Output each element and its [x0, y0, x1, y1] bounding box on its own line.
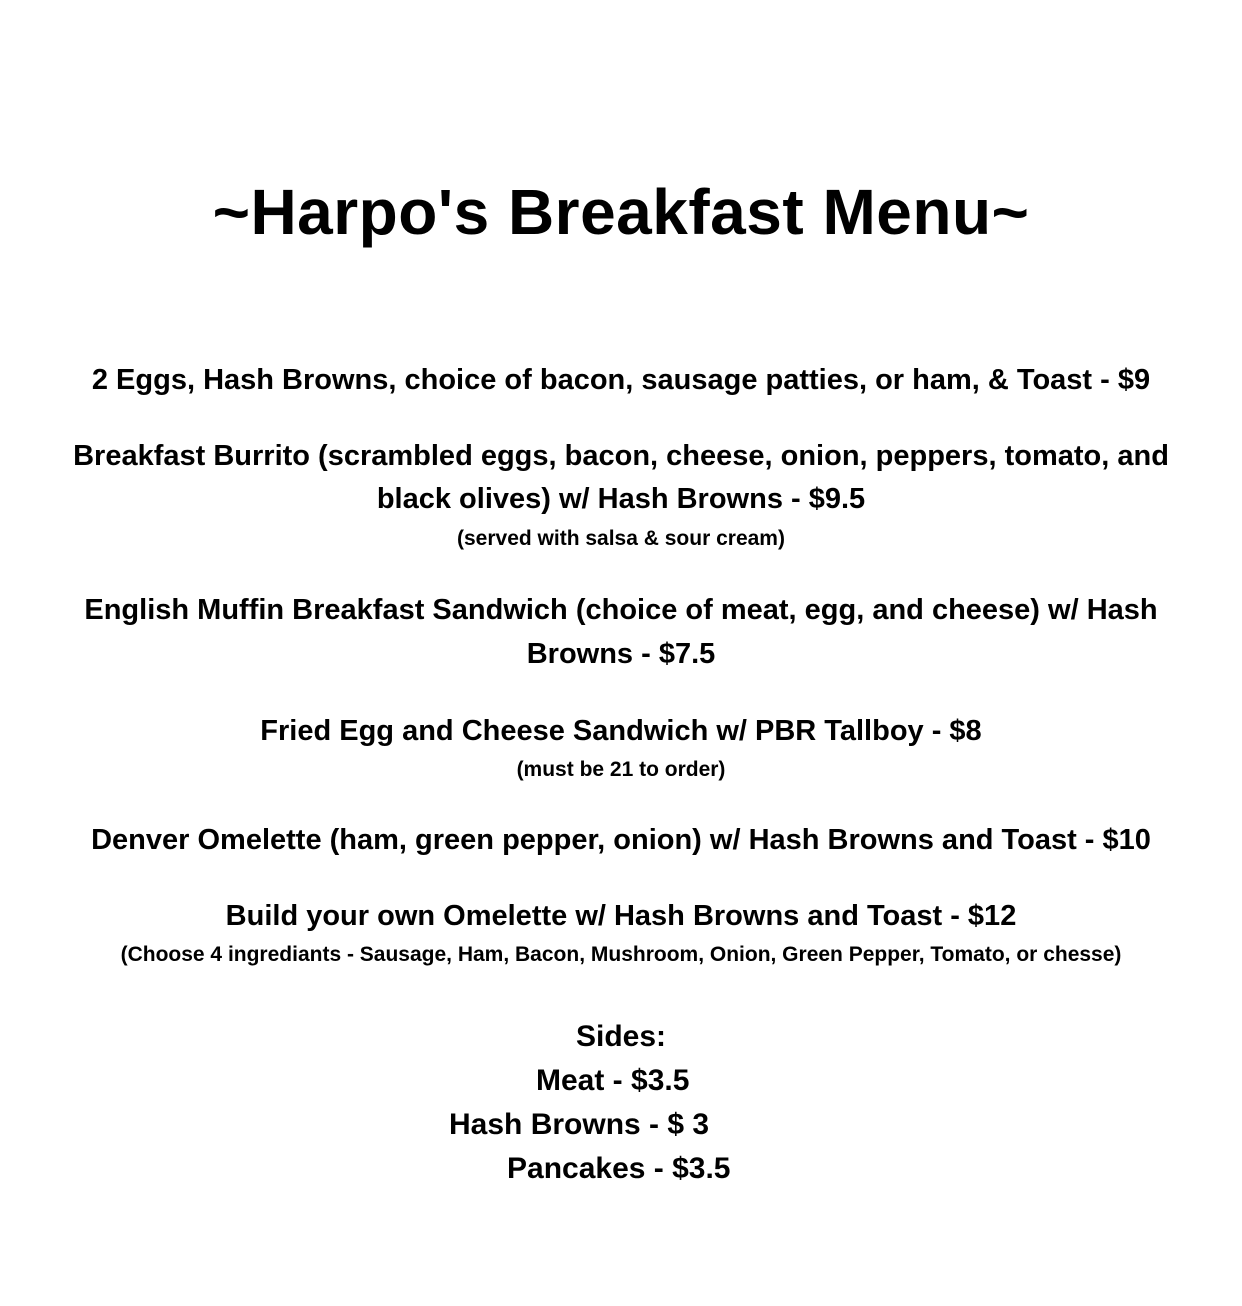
side-item-hash-browns: Hash Browns - $ 3: [449, 1108, 710, 1141]
menu-item-burrito-note: (served with salsa & sour cream): [457, 527, 785, 550]
menu-item-fried-egg-line-1: Fried Egg and Cheese Sandwich w/ PBR Tallboy - $8: [260, 715, 982, 747]
menu-item-muffin-line-2: Browns - $7.5: [526, 638, 716, 670]
side-item-meat: Meat - $3.5: [536, 1064, 690, 1097]
menu-item-eggs-line-1: 2 Eggs, Hash Browns, choice of bacon, sausage patties, or ham, & Toast - $9: [91, 364, 1151, 396]
menu-item-muffin-line-1: English Muffin Breakfast Sandwich (choice of meat, egg, and cheese) w/ Hash: [84, 594, 1158, 626]
menu-title: ~Harpo's Breakfast Menu~: [212, 176, 1030, 248]
menu-item-fried-egg-note: (must be 21 to order): [516, 758, 726, 781]
menu-item-burrito-line-1: Breakfast Burrito (scrambled eggs, bacon, cheese, onion, peppers, tomato, and: [73, 440, 1169, 472]
menu-item-build-omelette-note: (Choose 4 ingrediants - Sausage, Ham, Bacon, Mushroom, Onion, Green Pepper, Tomato, or chesse): [120, 943, 1122, 966]
side-item-pancakes: Pancakes - $3.5: [507, 1152, 731, 1185]
sides-heading: Sides:: [576, 1020, 667, 1053]
menu-item-build-omelette-line-1: Build your own Omelette w/ Hash Browns and Toast - $12: [225, 900, 1017, 932]
menu-item-denver-line-1: Denver Omelette (ham, green pepper, onion) w/ Hash Browns and Toast - $10: [91, 824, 1151, 856]
menu-item-burrito-line-2: black olives) w/ Hash Browns - $9.5: [376, 483, 866, 515]
